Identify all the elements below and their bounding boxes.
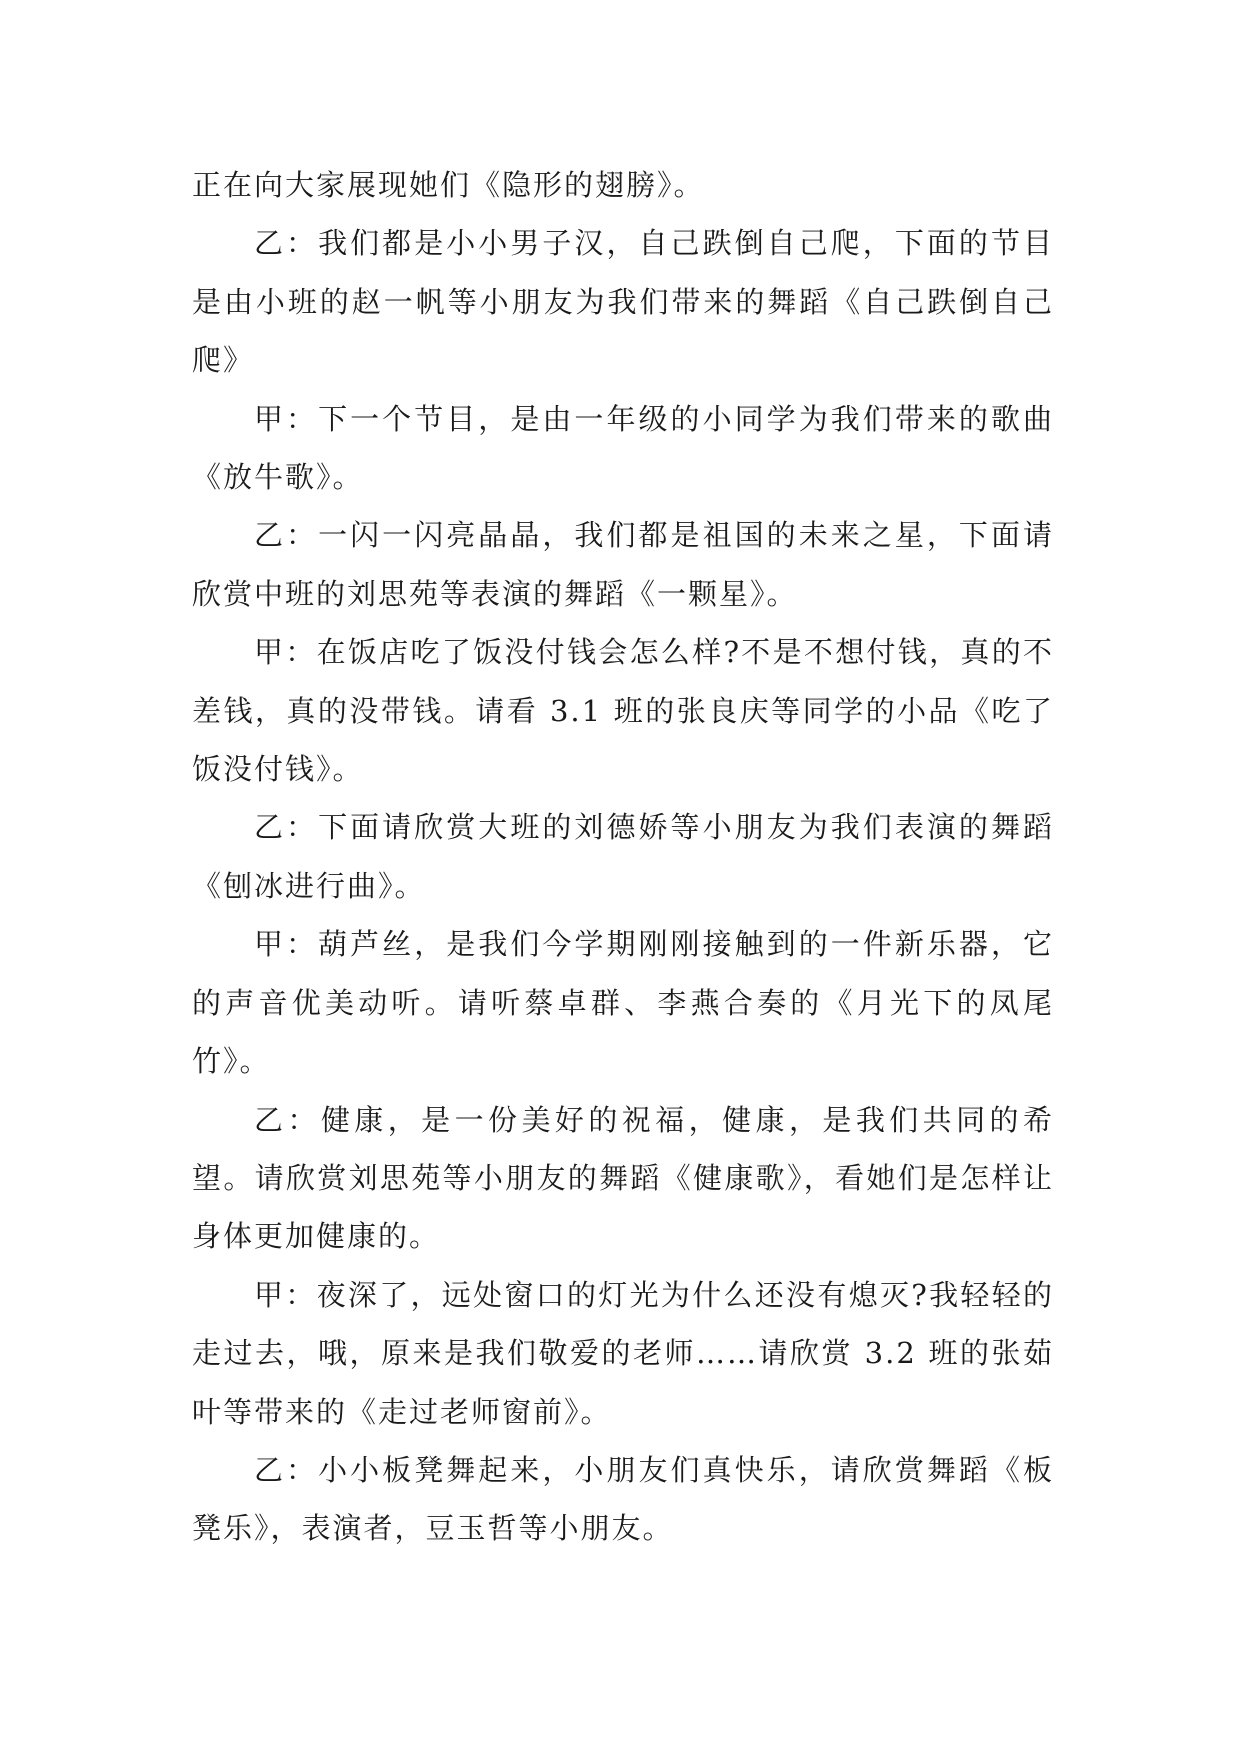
paragraph-host-b-3: 乙：下面请欣赏大班的刘德娇等小朋友为我们表演的舞蹈《刨冰进行曲》。 [192,810,1054,903]
paragraph-host-a-3: 甲：葫芦丝，是我们今学期刚刚接触到的一件新乐器，它的声音优美动听。请听蔡卓群、李燕合奏的《月光下的凤尾竹》。 [192,927,1054,1079]
paragraph-host-b-2: 乙：一闪一闪亮晶晶，我们都是祖国的未来之星，下面请欣赏中班的刘思苑等表演的舞蹈《一颗星》。 [192,518,1054,611]
paragraph-host-a-4: 甲：夜深了，远处窗口的灯光为什么还没有熄灭?我轻轻的走过去，哦，原来是我们敬爱的老师……请欣赏 3.2 班的张茹叶等带来的《走过老师窗前》。 [192,1277,1054,1429]
paragraph-host-b-4: 乙：健康，是一份美好的祝福，健康，是我们共同的希望。请欣赏刘思苑等小朋友的舞蹈《健康歌》，看她们是怎样让身体更加健康的。 [192,1102,1054,1254]
paragraph-host-a-2: 甲：在饭店吃了饭没付钱会怎么样?不是不想付钱，真的不差钱，真的没带钱。请看 3.1 班的张良庆等同学的小品《吃了饭没付钱》。 [192,635,1054,787]
paragraph-continuation: 正在向大家展现她们《隐形的翅膀》。 [192,168,705,202]
paragraph-host-a-1: 甲：下一个节目，是由一年级的小同学为我们带来的歌曲《放牛歌》。 [192,401,1054,495]
paragraph-host-b-1: 乙：我们都是小小男子汉，自己跌倒自己爬，下面的节目是由小班的赵一帆等小朋友为我们带来的舞蹈《自己跌倒自己爬》 [192,226,1054,378]
document-body [192,156,1054,1558]
paragraph-host-b-5: 乙：小小板凳舞起来，小朋友们真快乐，请欣赏舞蹈《板凳乐》，表演者，豆玉哲等小朋友。 [192,1452,1054,1546]
